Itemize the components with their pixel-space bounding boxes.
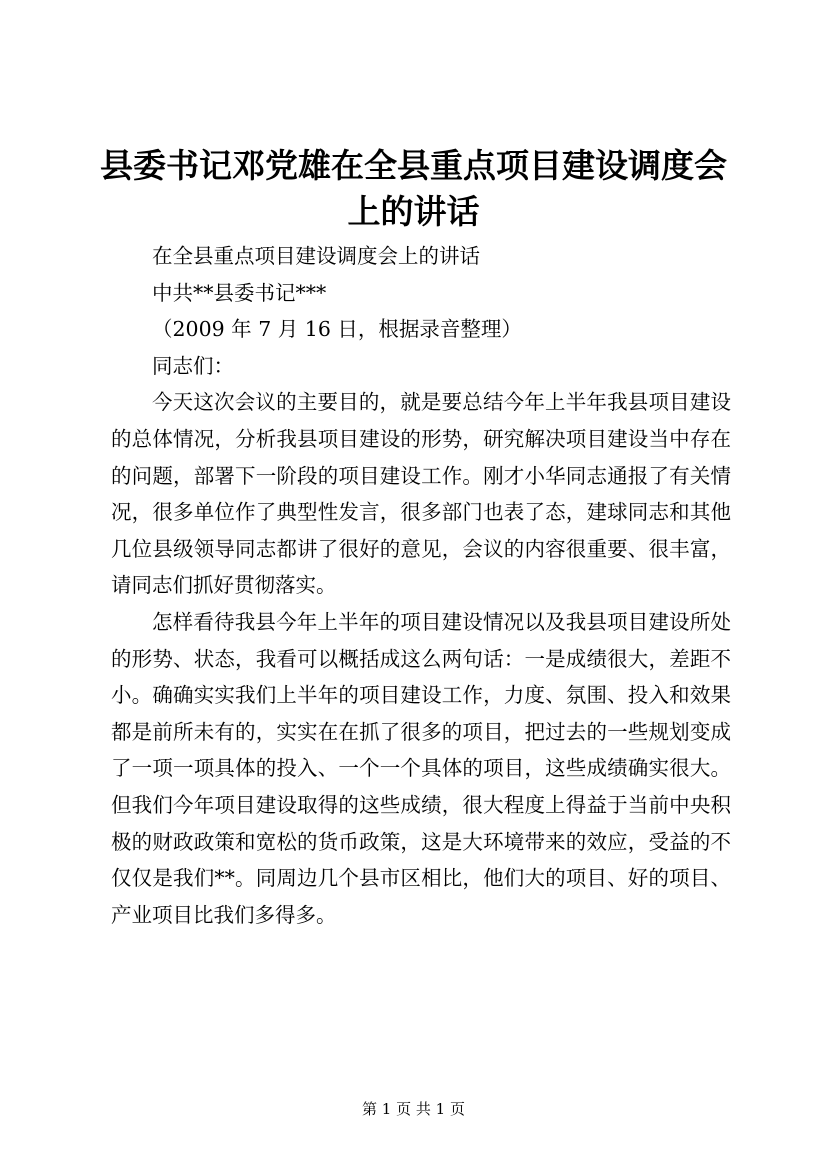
page-footer: 第 1 页 共 1 页 bbox=[362, 1100, 465, 1118]
body-paragraph: 今天这次会议的主要目的，就是要总结今年上半年我县项目建设的总体情况，分析我县项目建设的形势，研究解决项目建设当中存在的问题，部署下一阶段的项目建设工作。刚才小华同志通报了有关情况，很多单位作了典型性发言，很多部门也表了态，建球同志和其他几位县级领导同志都讲了很好的意见，会议的内容很重要、很丰富，请同志们抓好贯彻落实。 bbox=[111, 390, 731, 598]
salutation: 同志们： bbox=[152, 353, 234, 378]
document-title: 县委书记邓党雄在全县重点项目建设调度会上的讲话 bbox=[100, 146, 727, 231]
date-note: （2009 年 7 月 16 日，根据录音整理） bbox=[152, 317, 522, 342]
document-body bbox=[111, 238, 731, 933]
speech-subtitle: 在全县重点项目建设调度会上的讲话 bbox=[152, 244, 480, 268]
speaker-line: 中共**县委书记*** bbox=[152, 280, 327, 305]
body-paragraph: 怎样看待我县今年上半年的项目建设情况以及我县项目建设所处的形势、状态，我看可以概括成这么两句话：一是成绩很大，差距不小。确确实实我们上半年的项目建设工作，力度、氛围、投入和效果都是前所未有的，实实在在抓了很多的项目，把过去的一些规划变成了一项一项具体的投入、一个一个具体的项目，这些成绩确实很大。但我们今年项目建设取得的这些成绩，很大程度上得益于当前中央积极的财政政策和宽松的货币政策，这是大环境带来的效应，受益的不仅仅是我们**。同周边几个县市区相比，他们大的项目、好的项目、产业项目比我们多得多。 bbox=[111, 609, 731, 927]
